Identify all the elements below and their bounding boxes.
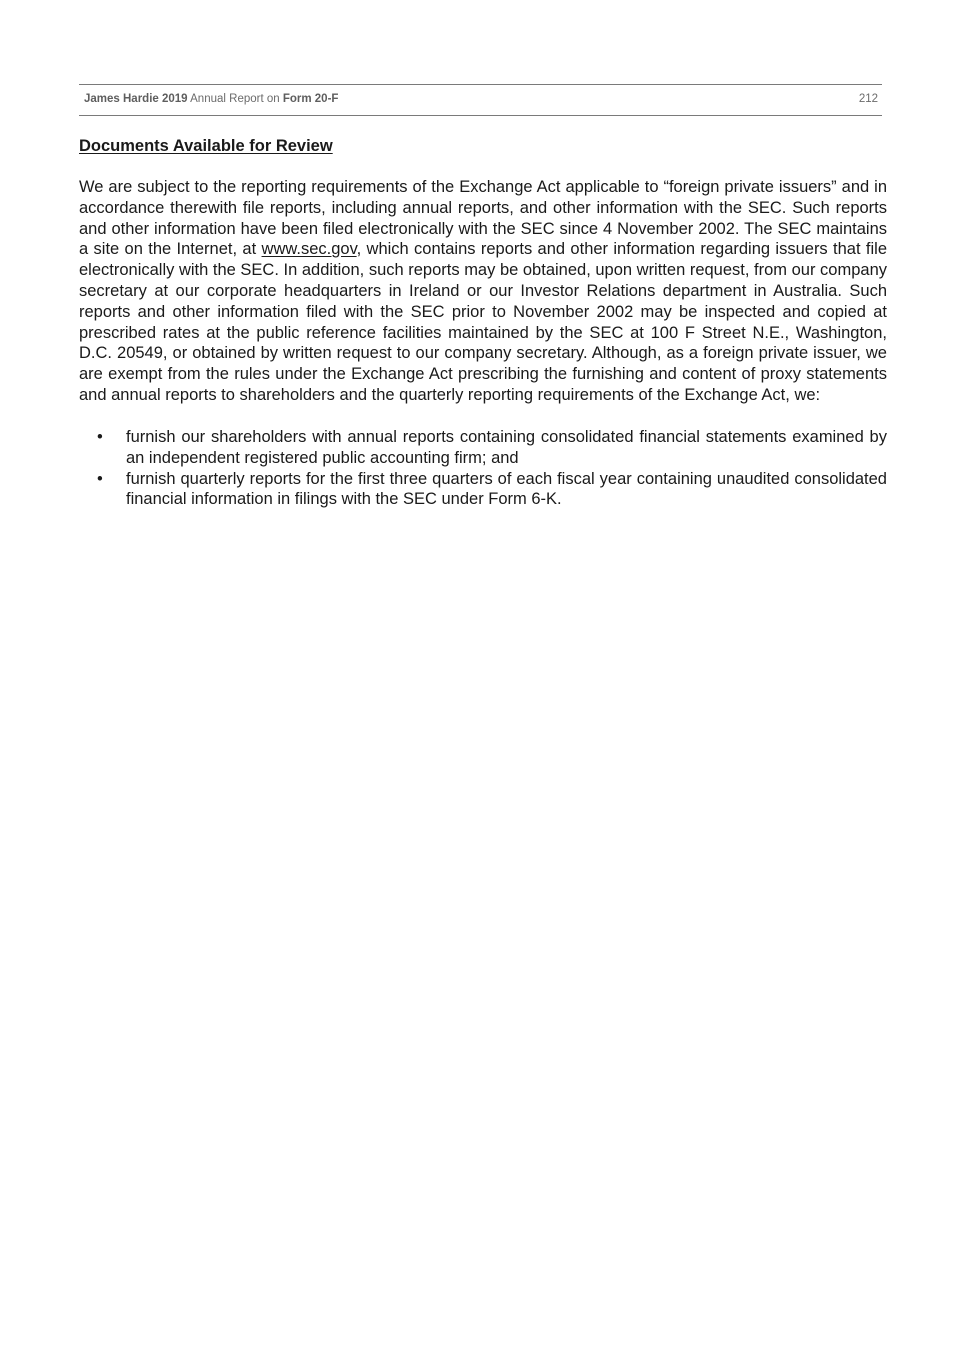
- list-item-text: furnish our shareholders with annual reports containing consolidated financial statements examined by an independent registered public accounting firm; and: [126, 428, 887, 467]
- report-title: [84, 93, 338, 105]
- bullet-icon: •: [97, 428, 103, 446]
- list-item: [79, 427, 887, 469]
- report-brand: James Hardie 2019: [84, 93, 188, 105]
- body-paragraph: [79, 177, 887, 406]
- paragraph-text-start: We are subject to the reporting requirements of the Exchange Act applicable to “foreign private issuers” and in accordance therewith file reports, including annual reports, and other information with the SEC. Such reports and other information have been filed electronically with the SEC since 4 November 2002. The SEC maintains a site on the Internet, at: [79, 178, 887, 259]
- page-number: 212: [858, 93, 878, 105]
- list-item: [79, 469, 887, 511]
- section-heading: Documents Available for Review: [79, 137, 333, 155]
- bullet-icon: •: [97, 469, 103, 488]
- page-header: [79, 84, 882, 116]
- sec-website-link[interactable]: www.sec.gov: [261, 240, 357, 259]
- report-subtitle: Annual Report on: [187, 93, 283, 105]
- list-item-text: furnish quarterly reports for the first three quarters of each fiscal year containing unaudited consolidated financial information in filings with the SEC under Form 6-K.: [126, 469, 887, 509]
- paragraph-text-end: , which contains reports and other information regarding issuers that file electronically with the SEC. In addition, such reports may be obtained, upon written request, from our company secretary at our corporate headquarters in Ireland or our Investor Relations department in Australia. Such reports and other information filed with the SEC prior to November 2002 may be inspected and copied at prescribed rates at the public reference facilities maintained by the SEC at 100 F Street N.E., Washington, D.C. 20549, or obtained by written request to our company secretary. Although, as a foreign private issuer, we are exempt from the rules under the Exchange Act prescribing the furnishing and content of proxy statements and annual reports to shareholders and the quarterly reporting requirements of the Exchange Act, we:: [79, 240, 888, 404]
- report-form: Form 20-F: [282, 93, 339, 105]
- bullet-list: [79, 427, 887, 510]
